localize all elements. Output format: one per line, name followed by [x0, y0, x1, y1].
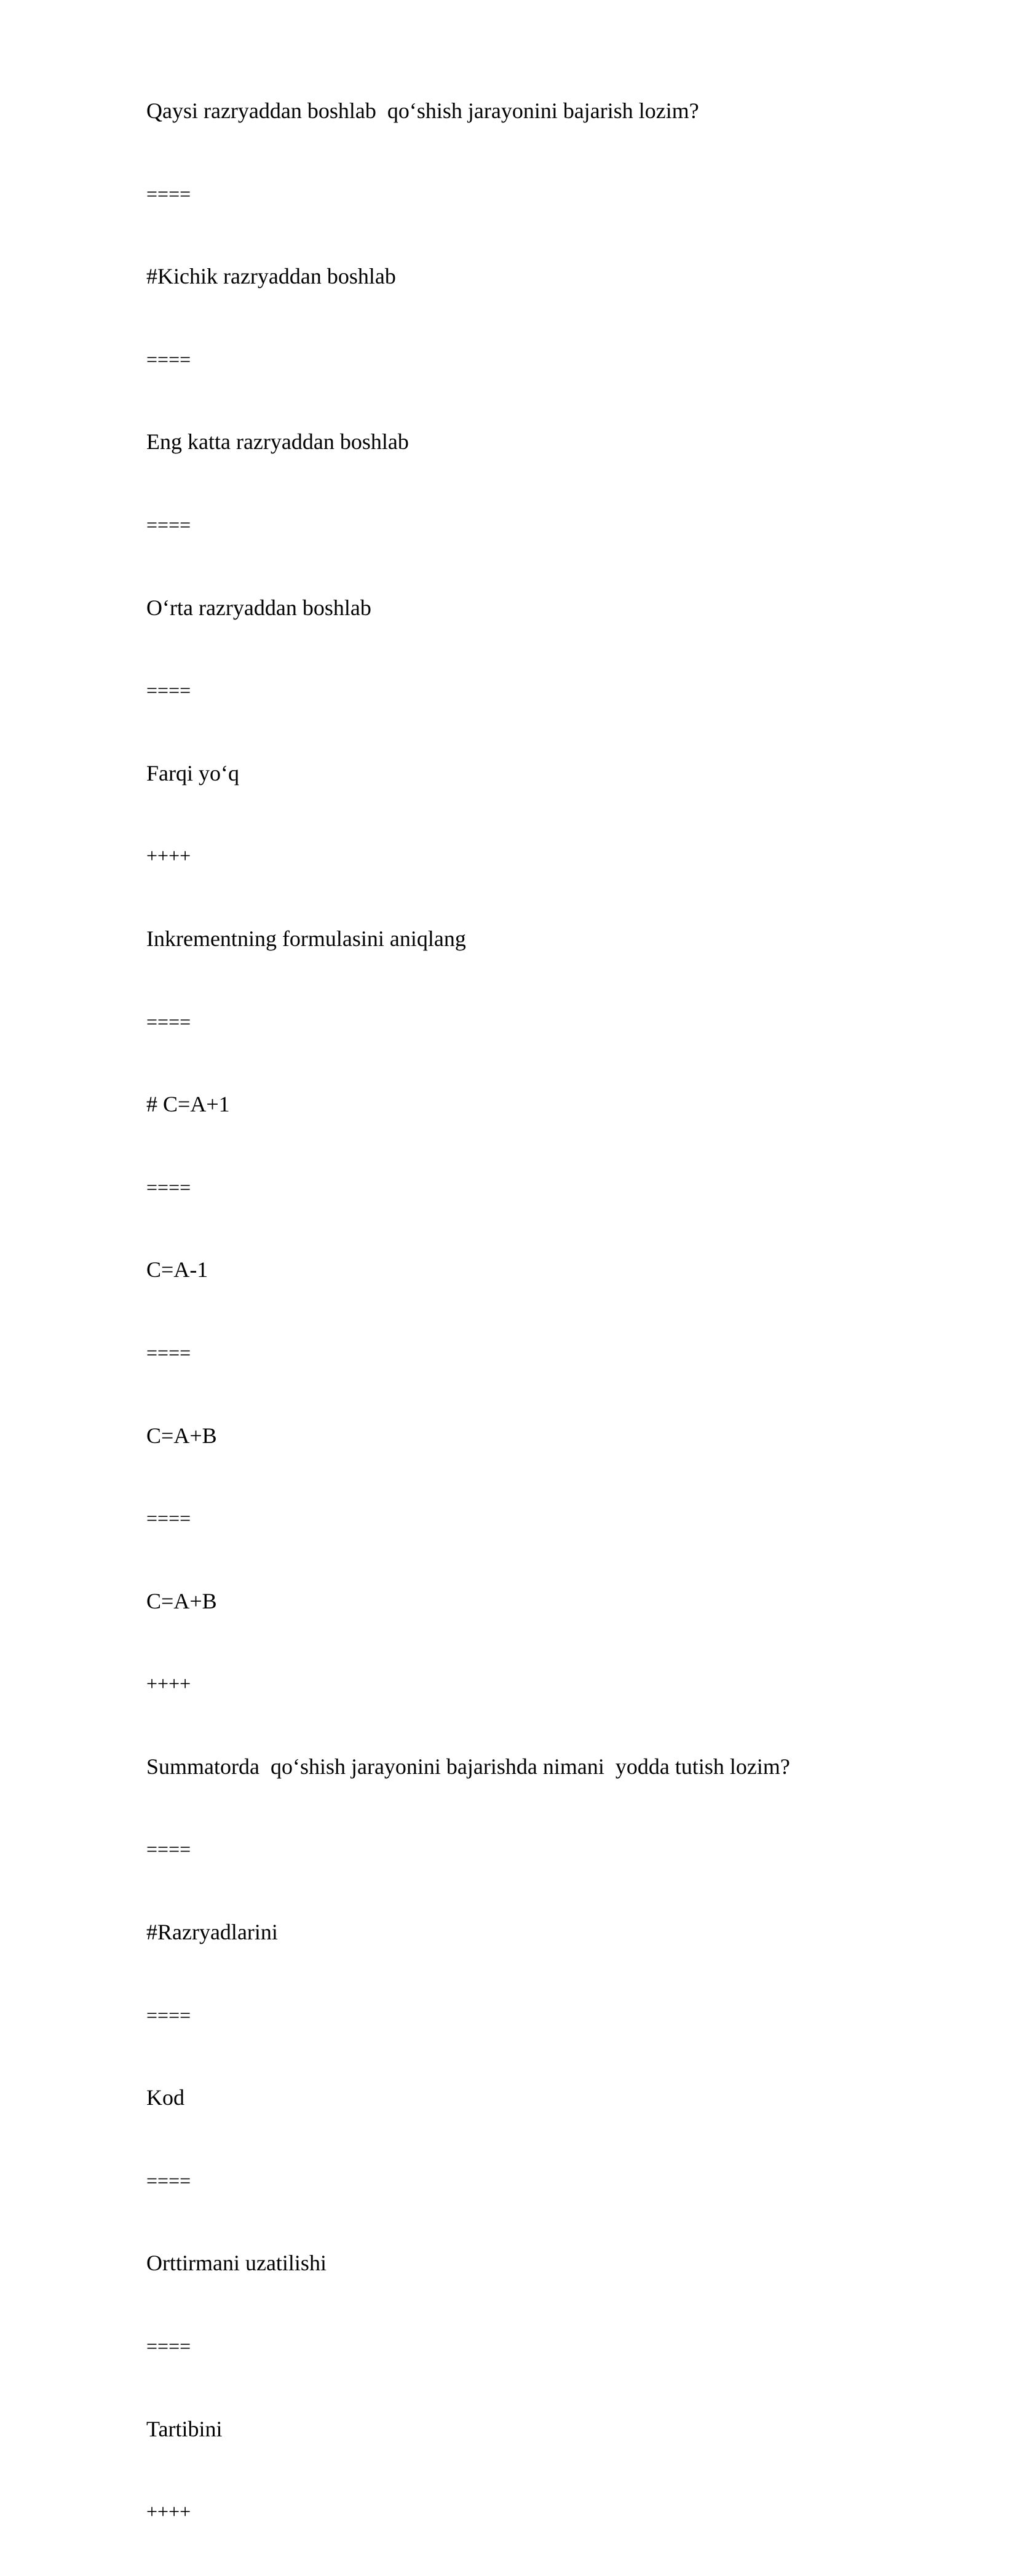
answer-option: #Kichik razryaddan boshlab	[146, 264, 396, 289]
question-3: Summatorda qo‘shish jarayonini bajarishda nimani yodda tutish lozim?	[146, 1754, 790, 1779]
separator: ====	[146, 513, 191, 536]
question-1: Qaysi razryaddan boshlab qo‘shish jarayonini bajarish lozim?	[146, 98, 699, 123]
separator: ====	[146, 2003, 191, 2026]
answer-option: Eng katta razryaddan boshlab	[146, 429, 409, 455]
question-end-marker: ++++	[146, 845, 191, 867]
document-lines	[146, 92, 946, 2576]
answer-option: O‘rta razryaddan boshlab	[146, 595, 371, 620]
separator: ====	[146, 679, 191, 702]
separator: ====	[146, 1010, 191, 1033]
separator: ====	[146, 348, 191, 370]
answer-option: Kod	[146, 2085, 184, 2110]
answer-option: #Razryadlarini	[146, 1920, 278, 1945]
answer-option: Farqi yo‘q	[146, 760, 239, 785]
separator: ====	[146, 1341, 191, 1364]
separator: ====	[146, 182, 191, 205]
answer-option: Orttirmani uzatilishi	[146, 2251, 326, 2276]
separator: ====	[146, 1507, 191, 1530]
answer-option: # C=A+1	[146, 1092, 230, 1117]
question-end-marker: ++++	[146, 1672, 191, 1695]
separator: ====	[146, 1838, 191, 1861]
answer-option: C=A+B	[146, 1423, 217, 1448]
question-end-marker: ++++	[146, 2500, 191, 2523]
separator: ====	[146, 2169, 191, 2192]
answer-option: Tartibini	[146, 2416, 223, 2441]
separator: ====	[146, 2335, 191, 2358]
answer-option: C=A+B	[146, 1588, 217, 1613]
separator: ====	[146, 1175, 191, 1198]
answer-option: C=A-1	[146, 1257, 208, 1282]
question-2: Inkrementning formulasini aniqlang	[146, 926, 466, 951]
